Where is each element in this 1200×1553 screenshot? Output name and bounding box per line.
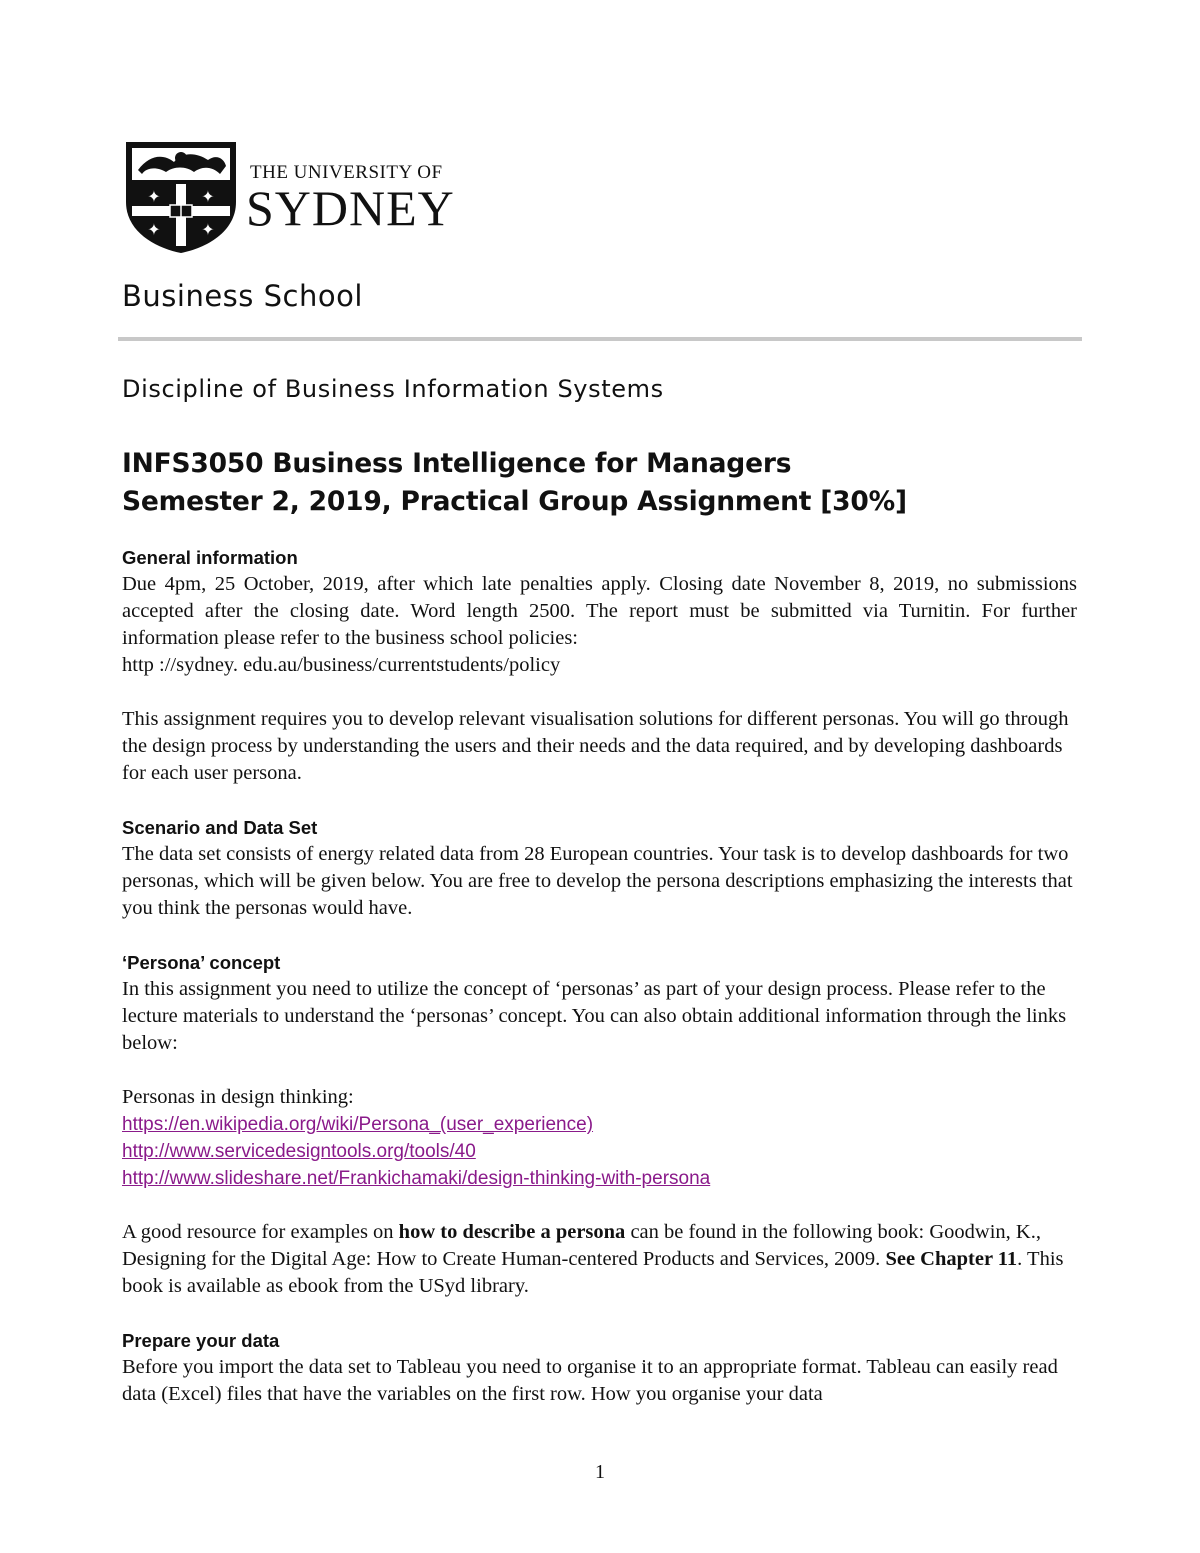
assignment-intro: This assignment requires you to develop relevant visualisation solutions for different personas. You will go through the design process by understanding the users and their needs and the data required, and by developing dashboards for each user persona. — [122, 708, 1069, 784]
course-title-line1: INFS3050 Business Intelligence for Managers — [122, 448, 792, 479]
resource-chapter: See Chapter 11 — [885, 1248, 1018, 1270]
course-title-line2: Semester 2, 2019, Practical Group Assignment [30%] — [122, 486, 907, 517]
svg-text:✦: ✦ — [147, 187, 161, 206]
school-name: Business School — [122, 279, 363, 313]
link-wikipedia-persona[interactable]: https://en.wikipedia.org/wiki/Persona_(user_experience) — [122, 1114, 594, 1135]
scenario-body: The data set consists of energy related data from 28 European countries. Your task is to develop dashboards for two personas, which will be given below. You are free to develop the persona descriptions emphasizing the interests that you think the personas would have. — [122, 843, 1073, 919]
prepare-body: Before you import the data set to Tableau you need to organise it to an appropriate format. Tableau can easily read data (Excel) files that have the variables on the first row. How you organise your data — [122, 1356, 1058, 1405]
general-heading: General information — [122, 547, 298, 568]
divider — [118, 337, 1082, 341]
course-title — [122, 445, 907, 521]
prepare-heading: Prepare your data — [122, 1330, 280, 1351]
document-body — [122, 544, 1077, 1408]
svg-text:✦: ✦ — [201, 187, 215, 206]
logo-wordmark-line2: SYDNEY — [246, 180, 455, 236]
resource-text-a: A good resource for examples on — [122, 1221, 399, 1243]
link-servicedesigntools[interactable]: http://www.servicedesigntools.org/tools/40 — [122, 1141, 476, 1162]
persona-body: In this assignment you need to utilize the concept of ‘personas’ as part of your design process. Please refer to the lecture materials to understand the ‘personas’ concept. You can also obtain additional information through the links below: — [122, 978, 1067, 1054]
resource-bold: how to describe a persona — [398, 1221, 626, 1243]
persona-resource — [122, 1219, 1077, 1300]
persona-heading: ‘Persona’ concept — [122, 952, 281, 973]
link-slideshare[interactable]: http://www.slideshare.net/Frankichamaki/design-thinking-with-persona — [122, 1168, 711, 1189]
discipline-name: Discipline of Business Information Systems — [122, 375, 664, 403]
university-logo — [124, 140, 454, 255]
resource-text-b: can be found in the following book: Goodwin, K., Designing for the Digital Age: How to Create Human-centered Products and Services, 2009. — [122, 1221, 1041, 1270]
persona-links-label: Personas in design thinking: — [122, 1086, 354, 1108]
general-body: Due 4pm, 25 October, 2019, after which late penalties apply. Closing date November 8, 2019, no submissions accepted after the closing date. Word length 2500. The report must be submitted via Turnitin. For further information please refer to the business school policies: — [122, 573, 1077, 649]
page-number: 1 — [595, 1461, 605, 1483]
scenario-heading: Scenario and Data Set — [122, 817, 318, 838]
resource-text-c: . This book is available as ebook from the USyd library. — [122, 1248, 1064, 1297]
logo-wordmark-line1: THE UNIVERSITY OF — [250, 162, 443, 183]
policy-url: http ://sydney. edu.au/business/currentstudents/policy — [122, 654, 561, 676]
svg-text:✦: ✦ — [147, 220, 161, 239]
svg-text:✦: ✦ — [201, 220, 215, 239]
